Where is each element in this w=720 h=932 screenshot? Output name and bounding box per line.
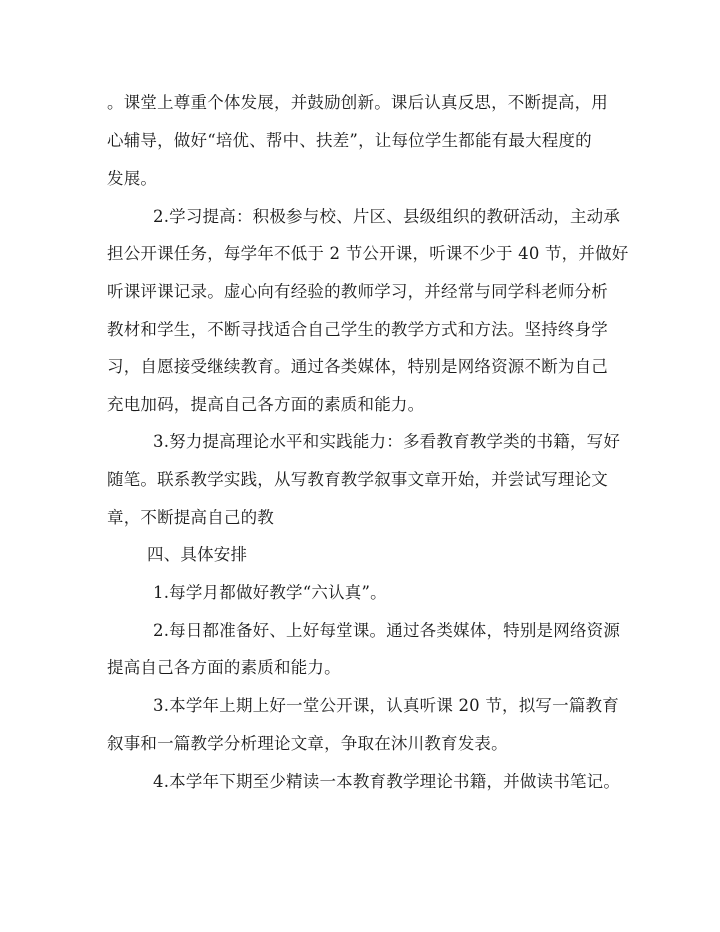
text-line: 提高自己各方面的素质和能力。: [107, 658, 341, 677]
text-line: 担公开课任务，每学年不低于 2 节公开课，听课不少于 40 节，并做好: [107, 244, 629, 263]
text-line: 随笔。联系教学实践，从写教育教学叙事文章开始，并尝试写理论文: [107, 470, 608, 489]
text-line: 习，自愿接受继续教育。通过各类媒体，特别是网络资源不断为自己: [107, 357, 608, 376]
section-heading: 四、具体安排: [147, 545, 248, 564]
text-line: 。课堂上尊重个体发展，并鼓励创新。课后认真反思，不断提高，用: [107, 93, 608, 112]
text-line: 3.努力提高理论水平和实践能力：多看教育教学类的书籍，写好: [153, 432, 621, 451]
text-line: 章，不断提高自己的教: [107, 508, 274, 527]
text-line: 听课评课记录。虚心向有经验的教师学习，并经常与同学科老师分析: [107, 282, 608, 301]
text-line: 教材和学生，不断寻找适合自己学生的教学方式和方法。坚持终身学: [107, 320, 608, 339]
text-line: 1.每学月都做好教学“六认真”。: [153, 583, 387, 602]
text-line: 4.本学年下期至少精读一本教育教学理论书籍，并做读书笔记。: [153, 772, 621, 791]
text-line: 充电加码，提高自己各方面的素质和能力。: [107, 395, 425, 414]
text-line: 发展。: [107, 169, 158, 188]
text-line: 叙事和一篇教学分析理论文章，争取在沐川教育发表。: [107, 734, 508, 753]
text-line: 2.每日都准备好、上好每堂课。通过各类媒体，特别是网络资源: [153, 621, 621, 640]
text-line: 3.本学年上期上好一堂公开课，认真听课 20 节，拟写一篇教育: [153, 696, 619, 715]
text-line: 心辅导，做好“培优、帮中、扶差”，让每位学生都能有最大程度的: [107, 131, 592, 150]
text-line: 2.学习提高：积极参与校、片区、县级组织的教研活动，主动承: [153, 207, 621, 226]
